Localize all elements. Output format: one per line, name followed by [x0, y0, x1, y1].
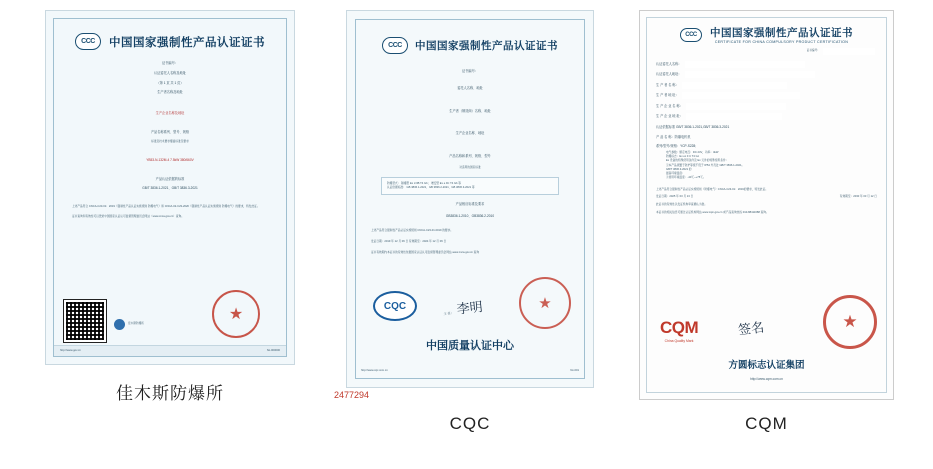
cqc-logo-icon: CQC — [373, 291, 417, 321]
field-exproof-standard: 认证依据标准： GB 3836.1-2021、GB 3836.2-2021、GB 3836.3-2021 等 — [387, 186, 475, 190]
caption-jiamusi: 佳木斯防爆所 — [116, 384, 224, 403]
certificate-image-cqc[interactable] — [346, 10, 594, 388]
certificate-title: 中国国家强制性产品认证证书 — [415, 40, 558, 52]
field-serial: 证书编号： — [162, 61, 178, 65]
footer-number: No.001 — [570, 368, 579, 372]
issuer-name: 佳木斯防爆所 — [128, 322, 145, 326]
footer-url: http://www.gov.cn — [60, 348, 81, 352]
issuer-logo — [114, 319, 144, 330]
issuing-organization-url: http://www.cqm.com.cn — [750, 377, 783, 381]
detail-line: ②使用环境温度：-40℃~+75℃。 — [666, 175, 706, 179]
certificate-title: 中国国家强制性产品认证证书 — [109, 36, 265, 49]
certificate-item-cqc — [320, 10, 620, 434]
certificate-image-jiamusi[interactable] — [45, 10, 295, 365]
detail-line: Ex 设备的特殊使用条件及 Ex 元件的特殊使用条件： — [666, 159, 729, 163]
field-factory: 生产企业名称、地址 — [455, 131, 485, 136]
certificate-footer — [54, 345, 286, 356]
field-compliance: 上述产品符合 CNCA-C23-01：2019《强制性产品认证实施规则 防爆电气》和 CNCA-02-C23-2020《强制性产品认证实施规则 防爆电气》的要求，特发此证。 — [72, 205, 260, 209]
field-query-note: 证书有效期内本证书的有效性依据国家认证认可监督管理委员会网站 www.cnca.gov.cn 查询 — [371, 250, 480, 254]
field-label: 生 产 企 业 地 址： — [656, 114, 683, 119]
ccc-logo-icon: CCC — [680, 28, 702, 42]
caption-cqm: CQM — [745, 414, 788, 433]
field-exproof-type: 防爆型式： 隔爆型 Ex d IIB T4 Gb； 增安型 Ex e IIC T4 Gb 等 — [387, 182, 461, 186]
field-dates: 发证日期：2019 年 12 月 06 日 有效期至：2024 年 12 月 06 日 — [371, 239, 447, 243]
field-label: 生 产 者 名 称： — [656, 82, 679, 87]
footer-url: http://www.cqc.com.cn — [361, 368, 388, 372]
issue-date: 发证日期：2025 年 03 月 13 日 — [656, 195, 694, 199]
field-standard-value: GB3836.1-2010、GB3836.2-2010 — [445, 213, 495, 218]
logo-mark-icon — [114, 319, 125, 330]
ccc-logo-icon: CCC — [382, 37, 408, 54]
certificate-footer — [361, 369, 579, 373]
red-seal-icon — [823, 295, 877, 349]
field-label: 认证委托人名称： — [656, 61, 682, 66]
red-seal-icon — [519, 277, 571, 329]
field-label: 生 产 者 地 址： — [656, 93, 679, 98]
detail-line: ①本产品须置于防护等级不低于 IP54 外壳处 GB/T 3836.1-2021。 — [666, 163, 745, 167]
detail-line: 电气参数：额定电压：DC 24V，功率：4kW — [666, 151, 719, 155]
field-compliance: 上述产品符合强制性产品认证实施规则《防爆电气》CNCA-C23-01：2019的要求，特发此证。 — [656, 187, 768, 191]
field-query-note: 证书查询和有效性可以登录中国国家认证认可监督管理委员会网站（www.cnca.gov.cn）查询。 — [72, 215, 184, 219]
validity-note: 此证书的有效性以发证机构审查确认为准。 — [656, 202, 708, 206]
field-standard-value: GB/T 3836.1-2021、GB/T 3836.3-2021 — [142, 186, 198, 191]
field-factory: 生产企业名称及地址 — [155, 111, 185, 116]
field-serial: 证书编号： — [462, 69, 478, 73]
field-producer: 生产者（制造商）名称、地址 — [449, 108, 491, 113]
issuing-organization: 方圆标志认证集团 — [728, 360, 805, 371]
cqm-mark-sub: China Quality Mark — [664, 339, 694, 343]
field-model: YB53-N-132M-4 7.5kW 380/660V — [146, 157, 194, 162]
certificate-title-en: CERTIFICATE FOR CHINA COMPULSORY PRODUCT CERTIFICATION — [714, 40, 849, 44]
certificate-item-cqm — [620, 10, 913, 434]
field-label: 生 产 企 业 名 称： — [656, 103, 683, 108]
signature-prefix: 主 任： — [443, 310, 455, 317]
certificate-image-cqm[interactable] — [639, 10, 894, 400]
field-standards: 认证依据标准 GB/T 3836.1-2021,GB/T 3836.3-2021 — [656, 125, 730, 129]
field-label: 认证委托人地址： — [656, 72, 682, 77]
footer-number: No.000000 — [266, 348, 280, 352]
field-page: （第 1 页 共 1 页） — [156, 80, 184, 85]
field-standard-title: 产品认证依据的标准 — [155, 176, 185, 181]
red-seal-icon — [212, 290, 260, 338]
serial-label: 证书编号： — [806, 49, 820, 53]
signature: 签名 — [737, 319, 765, 338]
field-producer: 生产者名称及地址 — [157, 90, 183, 95]
field-product: 产品名称系列、型号、规格 — [150, 129, 190, 134]
field-applicant: 认证委托人名称及地址 — [154, 70, 186, 75]
field-product: 产品名称和系列、规格、型号 — [449, 154, 491, 159]
qr-code-icon — [64, 300, 106, 342]
detail-line: 最高环境温度： — [666, 171, 685, 175]
certificate-item-jiamusi — [0, 10, 320, 404]
issuing-organization: 中国质量认证中心 — [426, 340, 514, 352]
cqm-logo-icon — [660, 318, 698, 343]
field-applicant: 委托人名称、地址 — [457, 85, 483, 90]
ccc-logo-icon: CCC — [75, 33, 101, 50]
field-standard-note: 对适用的国家标准 — [459, 165, 481, 169]
field-product-name: 产 品 名 称：防爆电机机 — [656, 134, 691, 139]
detail-line: GB/T 3836.3-2021 的 — [666, 167, 692, 171]
query-note: 本证书的相关信息可通过认证机构网站 www.cqm.gov.cn 或产品查询热线 010-88411688 查询。 — [656, 210, 769, 214]
field-compliance: 上述产品符合强制性产品认证实施规则 CNCA-C23-01:2019 的要求。 — [371, 228, 453, 232]
expiry-date: 有效期至：2030 年 03 月 12 日 — [839, 195, 877, 199]
field-model: 系列/型号/规格：YCP-S228; — [656, 143, 697, 148]
detail-line: 防爆标志：Ex ec II C T4 Gc — [666, 155, 700, 159]
certificate-serial-cqc: 2477294 — [334, 390, 370, 400]
cqm-mark-text: CQM — [660, 318, 699, 337]
field-standard-note: 标准及技术要求覆盖标准及要求 — [151, 139, 189, 143]
caption-cqc: CQC — [449, 414, 491, 433]
field-standard-title: 产品相应标准及要求 — [455, 202, 485, 207]
signature-mark: 李明 — [455, 298, 484, 317]
certificate-title: 中国国家强制性产品认证证书 — [710, 27, 853, 39]
